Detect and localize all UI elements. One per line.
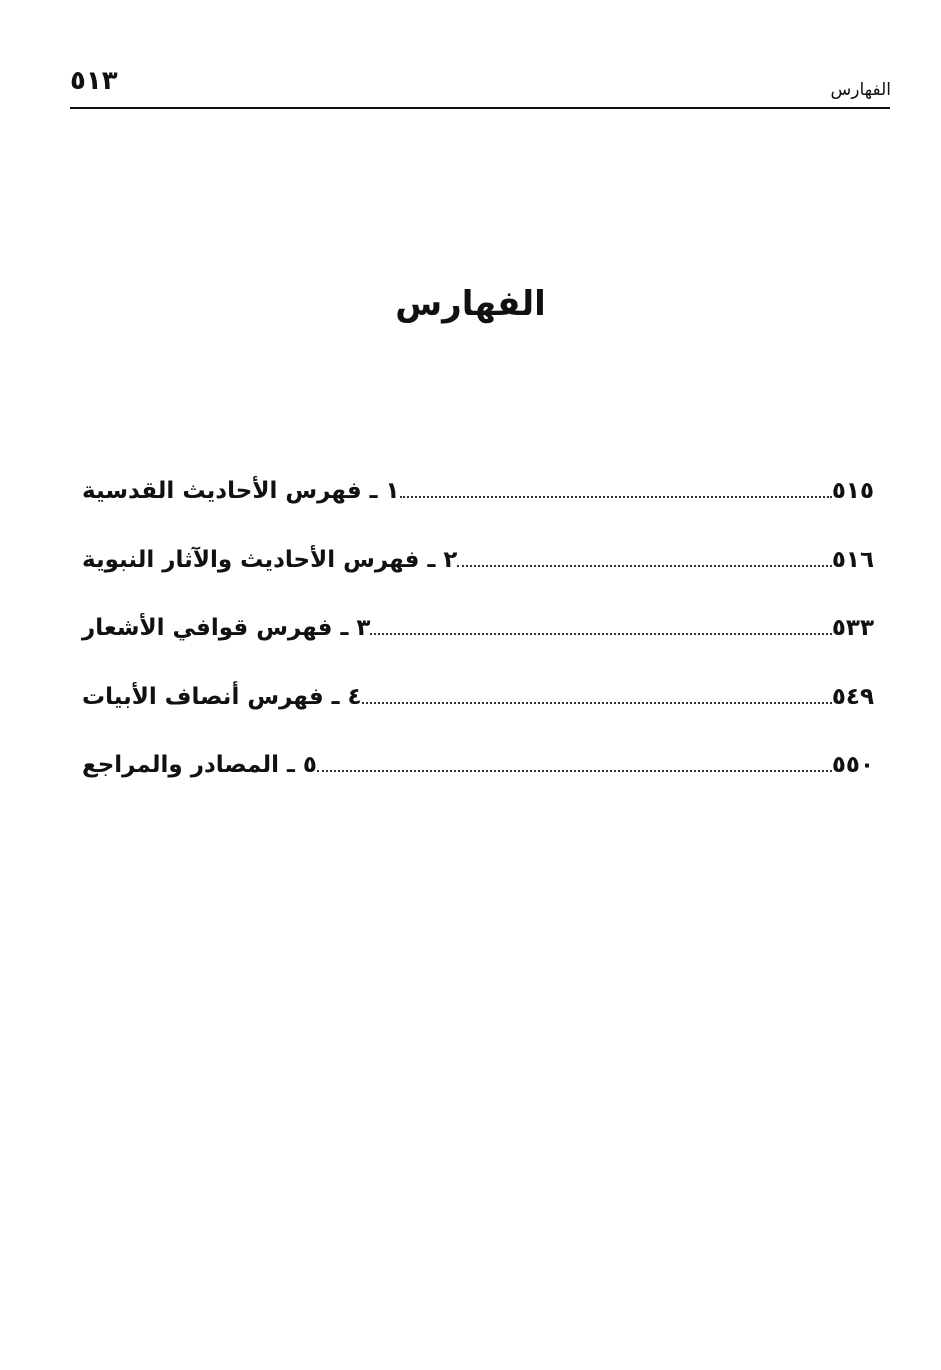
toc-entry[interactable] — [70, 547, 888, 616]
toc-entry-page: ٥٥٠ — [831, 752, 874, 778]
toc-entry[interactable] — [70, 684, 888, 753]
toc-entry-title: ١ ـ فهرس الأحاديث القدسية — [82, 478, 400, 504]
toc-entry-page: ٥١٦ — [831, 546, 874, 573]
dot-leader — [457, 565, 832, 567]
toc-entry[interactable] — [70, 752, 888, 821]
running-title: الفهارس — [830, 80, 891, 100]
toc-entry-title: ٥ ـ المصادر والمراجع — [82, 752, 317, 778]
toc-entry-title: ٤ ـ فهرس أنصاف الأبيات — [82, 683, 362, 710]
dot-leader — [370, 633, 831, 635]
header-rule — [70, 107, 890, 109]
page-number: ٥١٣ — [70, 66, 118, 96]
toc-entry[interactable] — [70, 478, 888, 547]
dot-leader — [400, 496, 832, 498]
toc-entry-page: ٥٤٩ — [831, 683, 874, 710]
page-title: الفهارس — [395, 284, 546, 324]
toc-entry-title: ٣ ـ فهرس قوافي الأشعار — [82, 615, 371, 641]
toc-entry[interactable] — [70, 615, 888, 684]
dot-leader — [317, 770, 832, 772]
toc-entry-page: ٥١٥ — [831, 478, 874, 504]
toc-entry-page: ٥٣٣ — [831, 615, 874, 641]
table-of-contents — [70, 478, 888, 821]
dot-leader — [362, 702, 832, 704]
toc-entry-title: ٢ ـ فهرس الأحاديث والآثار النبوية — [82, 546, 458, 573]
